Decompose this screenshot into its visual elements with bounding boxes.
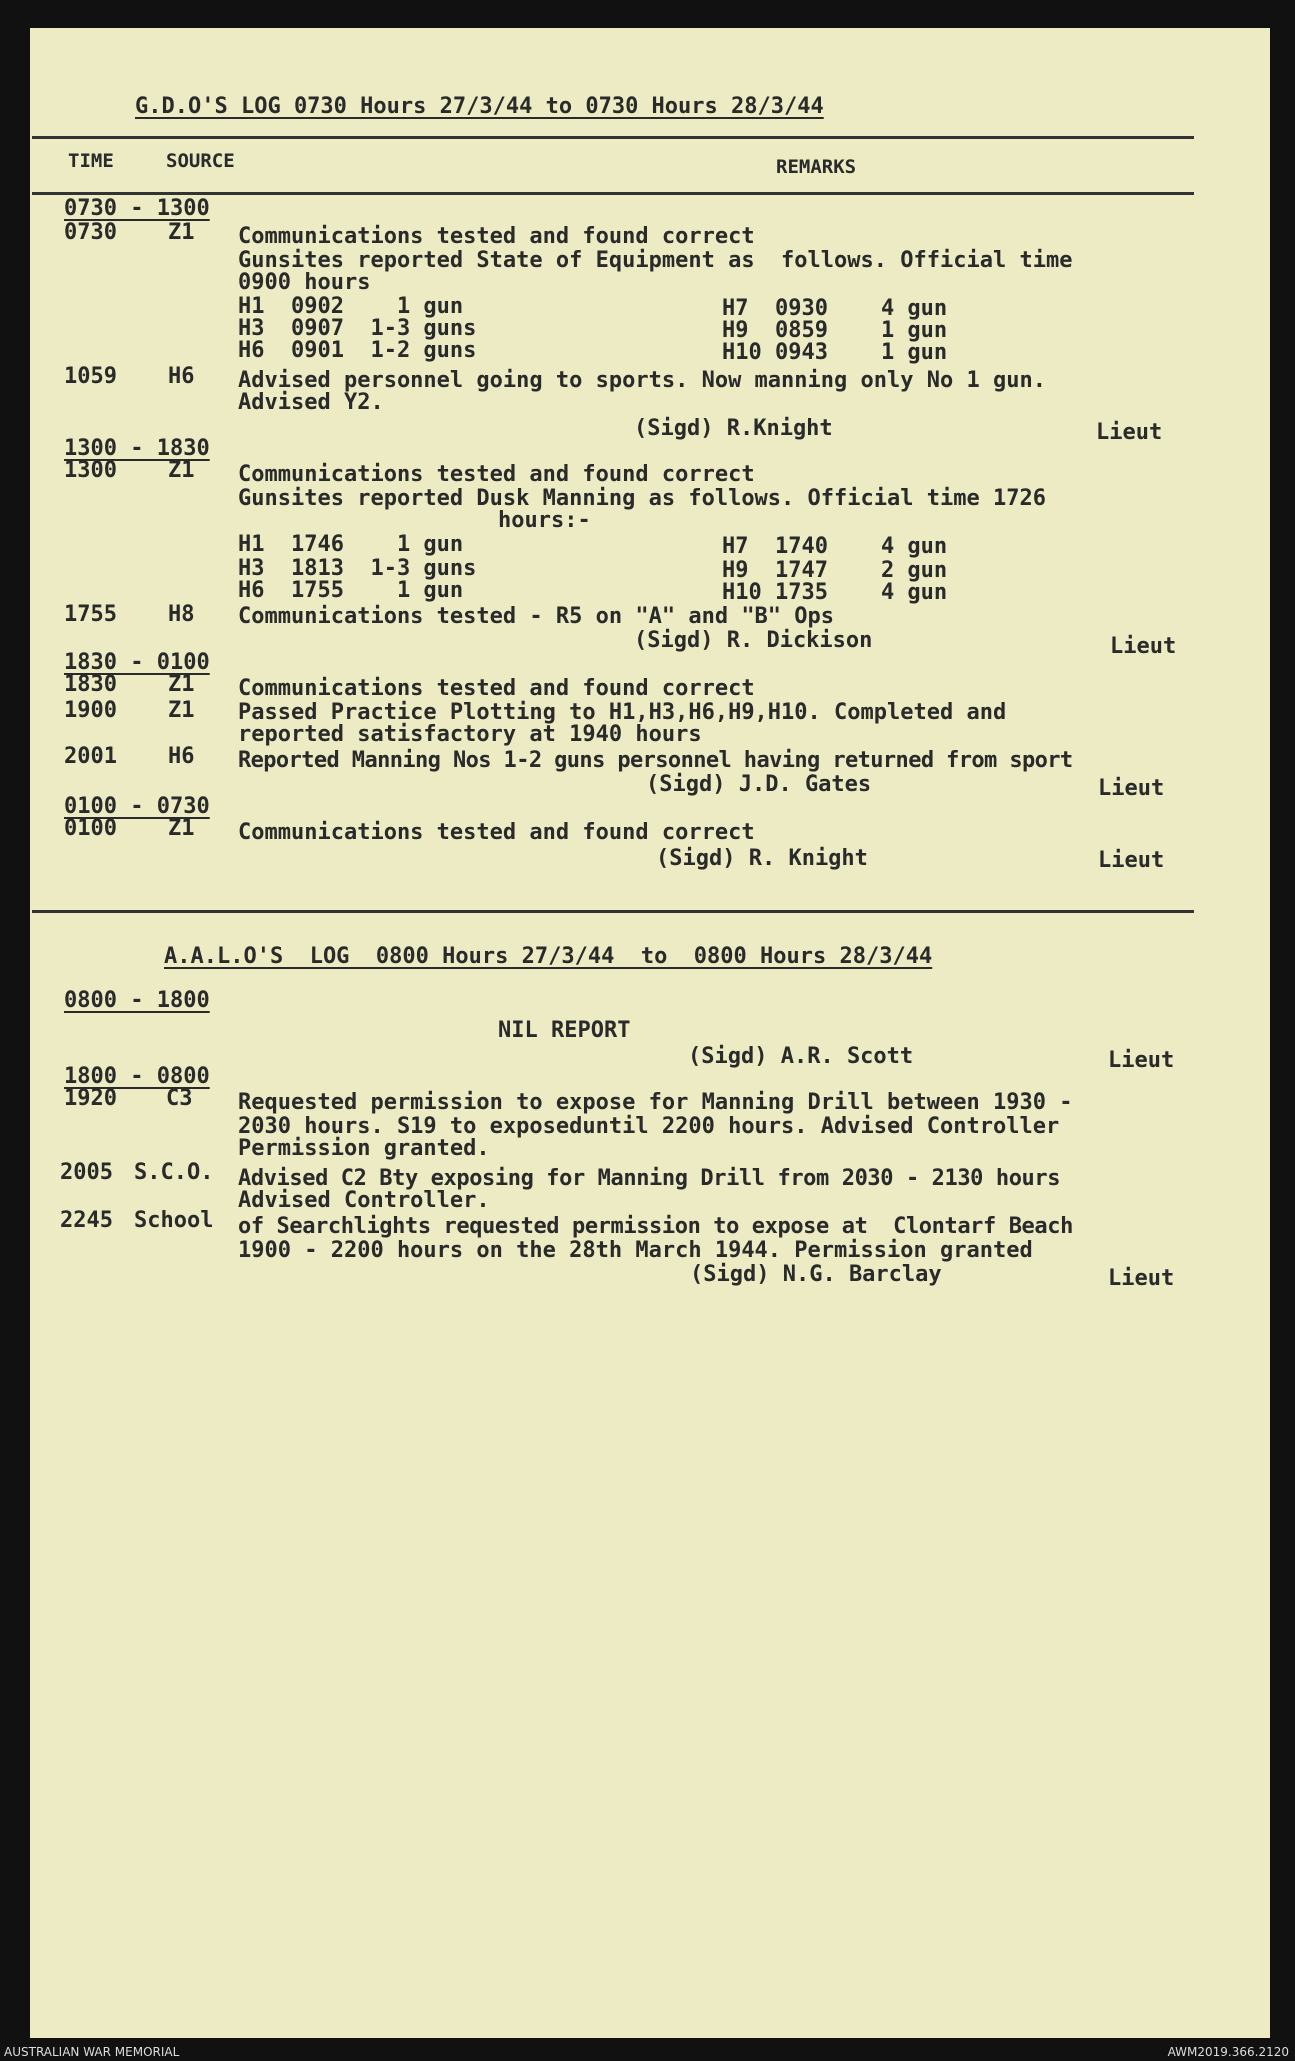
entry-remark: Communications tested and found correct [238,462,755,487]
gunsite-report: H7 1740 4 gun [722,534,948,559]
signature-rank: Lieut [1098,848,1165,873]
entry-remark: reported satisfactory at 1940 hours [238,722,702,747]
entry-remark: Communications tested and found correct [238,224,755,249]
entry-remark: of Searchlights requested permission to expose at Clontarf Beach [238,1214,1073,1239]
signature-rank: Lieut [1096,420,1163,445]
entry-source: C3 [166,1086,193,1111]
entry-source: Z1 [168,816,195,841]
signature-rank: Lieut [1108,1266,1175,1291]
gunsite-report: H7 0930 4 gun [722,296,948,321]
gunsite-report: H9 0859 1 gun [722,318,948,343]
gunsite-report: H3 1813 1-3 guns [238,556,477,581]
gunsite-report: H6 1755 1 gun [238,578,464,603]
entry-time: 2001 [64,744,117,769]
entry-remark: 2030 hours. S19 to exposeduntil 2200 hours. Advised Controller [238,1114,1060,1139]
entry-source: S.C.O. [134,1160,214,1185]
period-label: 0800 - 1800 [64,988,210,1013]
signature-rank: Lieut [1098,776,1165,801]
entry-source: Z1 [168,698,195,723]
entry-remark: Advised Y2. [238,390,384,415]
document-page [30,28,1270,2038]
entry-source: H6 [168,364,195,389]
entry-remark: Advised personnel going to sports. Now manning only No 1 gun. [238,368,1046,393]
signature-rank: Lieut [1110,634,1177,659]
entry-time: 0100 [64,816,117,841]
entry-time: 2005 [60,1160,113,1185]
signature-rank: Lieut [1108,1048,1175,1073]
entry-remark: Communications tested and found correct [238,820,755,845]
gunsite-report: H6 0901 1-2 guns [238,338,477,363]
entry-remark: 1900 - 2200 hours on the 28th March 1944. Permission granted [238,1238,1033,1263]
entry-time: 1059 [64,364,117,389]
period-label: 1830 - 0100 [64,650,210,675]
entry-remark: Permission granted. [238,1136,490,1161]
signature: (Sigd) N.G. Barclay [690,1262,942,1287]
entry-remark: Requested permission to expose for Manning Drill between 1930 - [238,1090,1073,1115]
gunsite-report: H3 0907 1-3 guns [238,316,477,341]
entry-remark: Advised Controller. [238,1188,490,1213]
rule-header [32,192,1194,195]
signature: (Sigd) R. Dickison [634,628,873,653]
entry-time: 1920 [64,1086,117,1111]
rule-top [32,136,1194,139]
entry-remark: Advised C2 Bty exposing for Manning Drill from 2030 - 2130 hours [238,1166,1061,1191]
period-label: 0100 - 0730 [64,794,210,819]
entry-time: 1900 [64,698,117,723]
period-label: 0730 - 1300 [64,196,210,221]
entry-source: H8 [168,602,195,627]
entry-remark: Communications tested and found correct [238,676,755,701]
signature: (Sigd) R.Knight [634,416,833,441]
footer-accession: AWM2019.366.2120 [1167,2045,1289,2059]
entry-remark: hours:- [498,508,591,533]
entry-source: Z1 [168,220,195,245]
col-time-header: TIME [68,150,114,172]
entry-time: 2245 [60,1208,113,1233]
gunsite-report: H1 0902 1 gun [238,294,464,319]
gunsite-report: H10 0943 1 gun [722,340,948,365]
entry-source: School [134,1208,214,1233]
col-remarks-header: REMARKS [776,156,857,178]
gunsite-report: H9 1747 2 gun [722,558,948,583]
period-label: 1800 - 0800 [64,1064,210,1089]
gunsite-report: H10 1735 4 gun [722,580,948,605]
nil-report: NIL REPORT [498,1018,631,1043]
period-label: 1300 - 1830 [64,436,210,461]
footer-institution: AUSTRALIAN WAR MEMORIAL [4,2045,180,2059]
entry-remark: 0900 hours [238,270,371,295]
rule-section [32,910,1194,913]
entry-remark: Reported Manning Nos 1-2 guns personnel having returned from sport [238,748,1073,773]
entry-remark: Gunsites reported State of Equipment as follows. Official time [238,248,1073,273]
entry-source: H6 [168,744,195,769]
entry-time: 1755 [64,602,117,627]
entry-source: Z1 [168,458,195,483]
entry-time: 1830 [64,672,117,697]
signature: (Sigd) R. Knight [656,846,868,871]
entry-time: 1300 [64,458,117,483]
signature: (Sigd) J.D. Gates [646,772,872,797]
entry-remark: Passed Practice Plotting to H1,H3,H6,H9,H10. Completed and [238,700,1007,725]
entry-remark: Communications tested - R5 on "A" and "B" Ops [238,604,835,629]
entry-time: 0730 [64,220,117,245]
entry-source: Z1 [168,672,195,697]
col-source-header: SOURCE [166,150,235,172]
gunsite-report: H1 1746 1 gun [238,532,464,557]
gdo-log-title: G.D.O'S LOG 0730 Hours 27/3/44 to 0730 Hours 28/3/44 [135,94,824,119]
aalo-log-title: A.A.L.O'S LOG 0800 Hours 27/3/44 to 0800 Hours 28/3/44 [164,944,933,969]
signature: (Sigd) A.R. Scott [688,1044,914,1069]
entry-remark: Gunsites reported Dusk Manning as follows. Official time 1726 [238,486,1046,511]
